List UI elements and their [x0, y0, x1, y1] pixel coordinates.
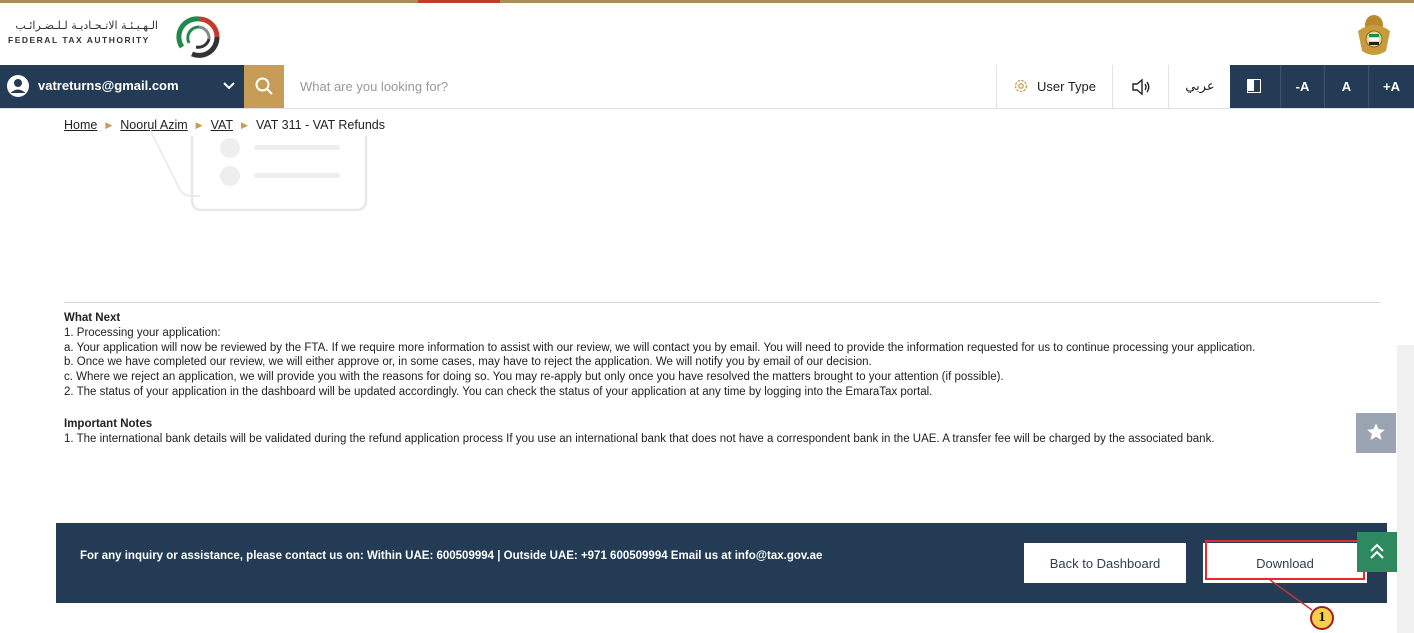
star-icon: [1366, 422, 1386, 442]
important-notes-heading: Important Notes: [64, 417, 153, 430]
user-type-button[interactable]: [996, 65, 1113, 108]
double-chevron-up-icon: [1369, 542, 1385, 562]
gear-icon: [1013, 78, 1029, 94]
success-illustration-icon: [150, 130, 370, 212]
contrast-toggle-button[interactable]: [1230, 65, 1280, 108]
contact-info: For any inquiry or assistance, please contact us on: Within UAE: 600509994 | Outside UAE: +971 600509994 Email us at info@tax.gov.ae: [80, 550, 823, 562]
logo-arabic-text: الـهـيـئـة الاتـحـاديـة لـلـضـرائـب: [15, 19, 158, 32]
what-next-item-a: a. Your application will now be reviewed by the FTA. If we require more information to assist with our review, we will contact you by email. You will need to provide the information requested for us to continue processing your application.: [64, 341, 1256, 354]
page-scrollbar[interactable]: [1397, 345, 1414, 633]
fta-logo-icon[interactable]: [172, 13, 226, 59]
what-next-heading: What Next: [64, 312, 121, 324]
account-email: vatreturns@gmail.com: [38, 78, 179, 93]
search-input[interactable]: [284, 65, 996, 108]
breadcrumb-user-link[interactable]: Noorul Azim: [120, 118, 188, 132]
top-navbar: [0, 65, 1414, 109]
user-type-label: User Type: [1037, 79, 1097, 94]
what-next-item-b: b. Once we have completed our review, we will either approve or, in some cases, may have to reject the application. We will notify you by email of our decision.: [64, 356, 872, 369]
font-normal-button[interactable]: A: [1324, 65, 1368, 108]
breadcrumb-current: VAT 311 - VAT Refunds: [255, 118, 385, 132]
font-decrease-button[interactable]: -A: [1280, 65, 1324, 108]
chevron-down-icon[interactable]: [222, 79, 236, 93]
logo-english-text[interactable]: FEDERAL TAX AUTHORITY: [8, 35, 150, 45]
search-button[interactable]: [244, 65, 284, 108]
info-content: [64, 311, 1354, 446]
what-next-item-c: c. Where we reject an application, we will provide you with the reasons for doing so. You may re-apply but only once you have resolved the matters brought to your attention (if possible).: [64, 371, 1004, 384]
breadcrumb-separator-icon: ▶: [105, 120, 113, 130]
breadcrumb-home-link[interactable]: Home: [64, 118, 98, 132]
important-note-1: 1. The international bank details will be validated during the refund application process If you use an international bank that does not have a correspondent bank in the UAE. A transfer fee will be charged by the associated bank.: [64, 432, 1215, 445]
download-button[interactable]: Download: [1203, 543, 1367, 583]
scroll-to-top-button[interactable]: [1357, 532, 1397, 572]
content-divider: [64, 302, 1380, 303]
step-callout-badge: 1: [1310, 606, 1334, 630]
breadcrumb-vat-link[interactable]: VAT: [210, 118, 234, 132]
text-to-speech-button[interactable]: [1112, 65, 1169, 108]
search-icon: [254, 76, 274, 96]
favorite-button[interactable]: [1356, 413, 1396, 453]
account-menu[interactable]: [0, 65, 244, 108]
user-avatar-icon: [6, 74, 30, 98]
site-header: [0, 3, 1414, 65]
font-increase-button[interactable]: +A: [1368, 65, 1414, 108]
uae-emblem-icon: [1352, 11, 1396, 61]
breadcrumb-separator-icon: ▶: [195, 120, 203, 130]
language-arabic-button[interactable]: عربي: [1168, 65, 1231, 108]
what-next-item-1: 1. Processing your application:: [64, 326, 221, 339]
speaker-icon: [1131, 78, 1151, 96]
back-to-dashboard-button[interactable]: Back to Dashboard: [1024, 543, 1186, 583]
footer-bar: [56, 523, 1387, 603]
contrast-icon: [1247, 79, 1261, 93]
what-next-item-2: 2. The status of your application in the dashboard will be updated accordingly. You can check the status of your application at any time by logging into the EmaraTax portal.: [64, 385, 933, 398]
breadcrumb-separator-icon: ▶: [241, 120, 248, 130]
